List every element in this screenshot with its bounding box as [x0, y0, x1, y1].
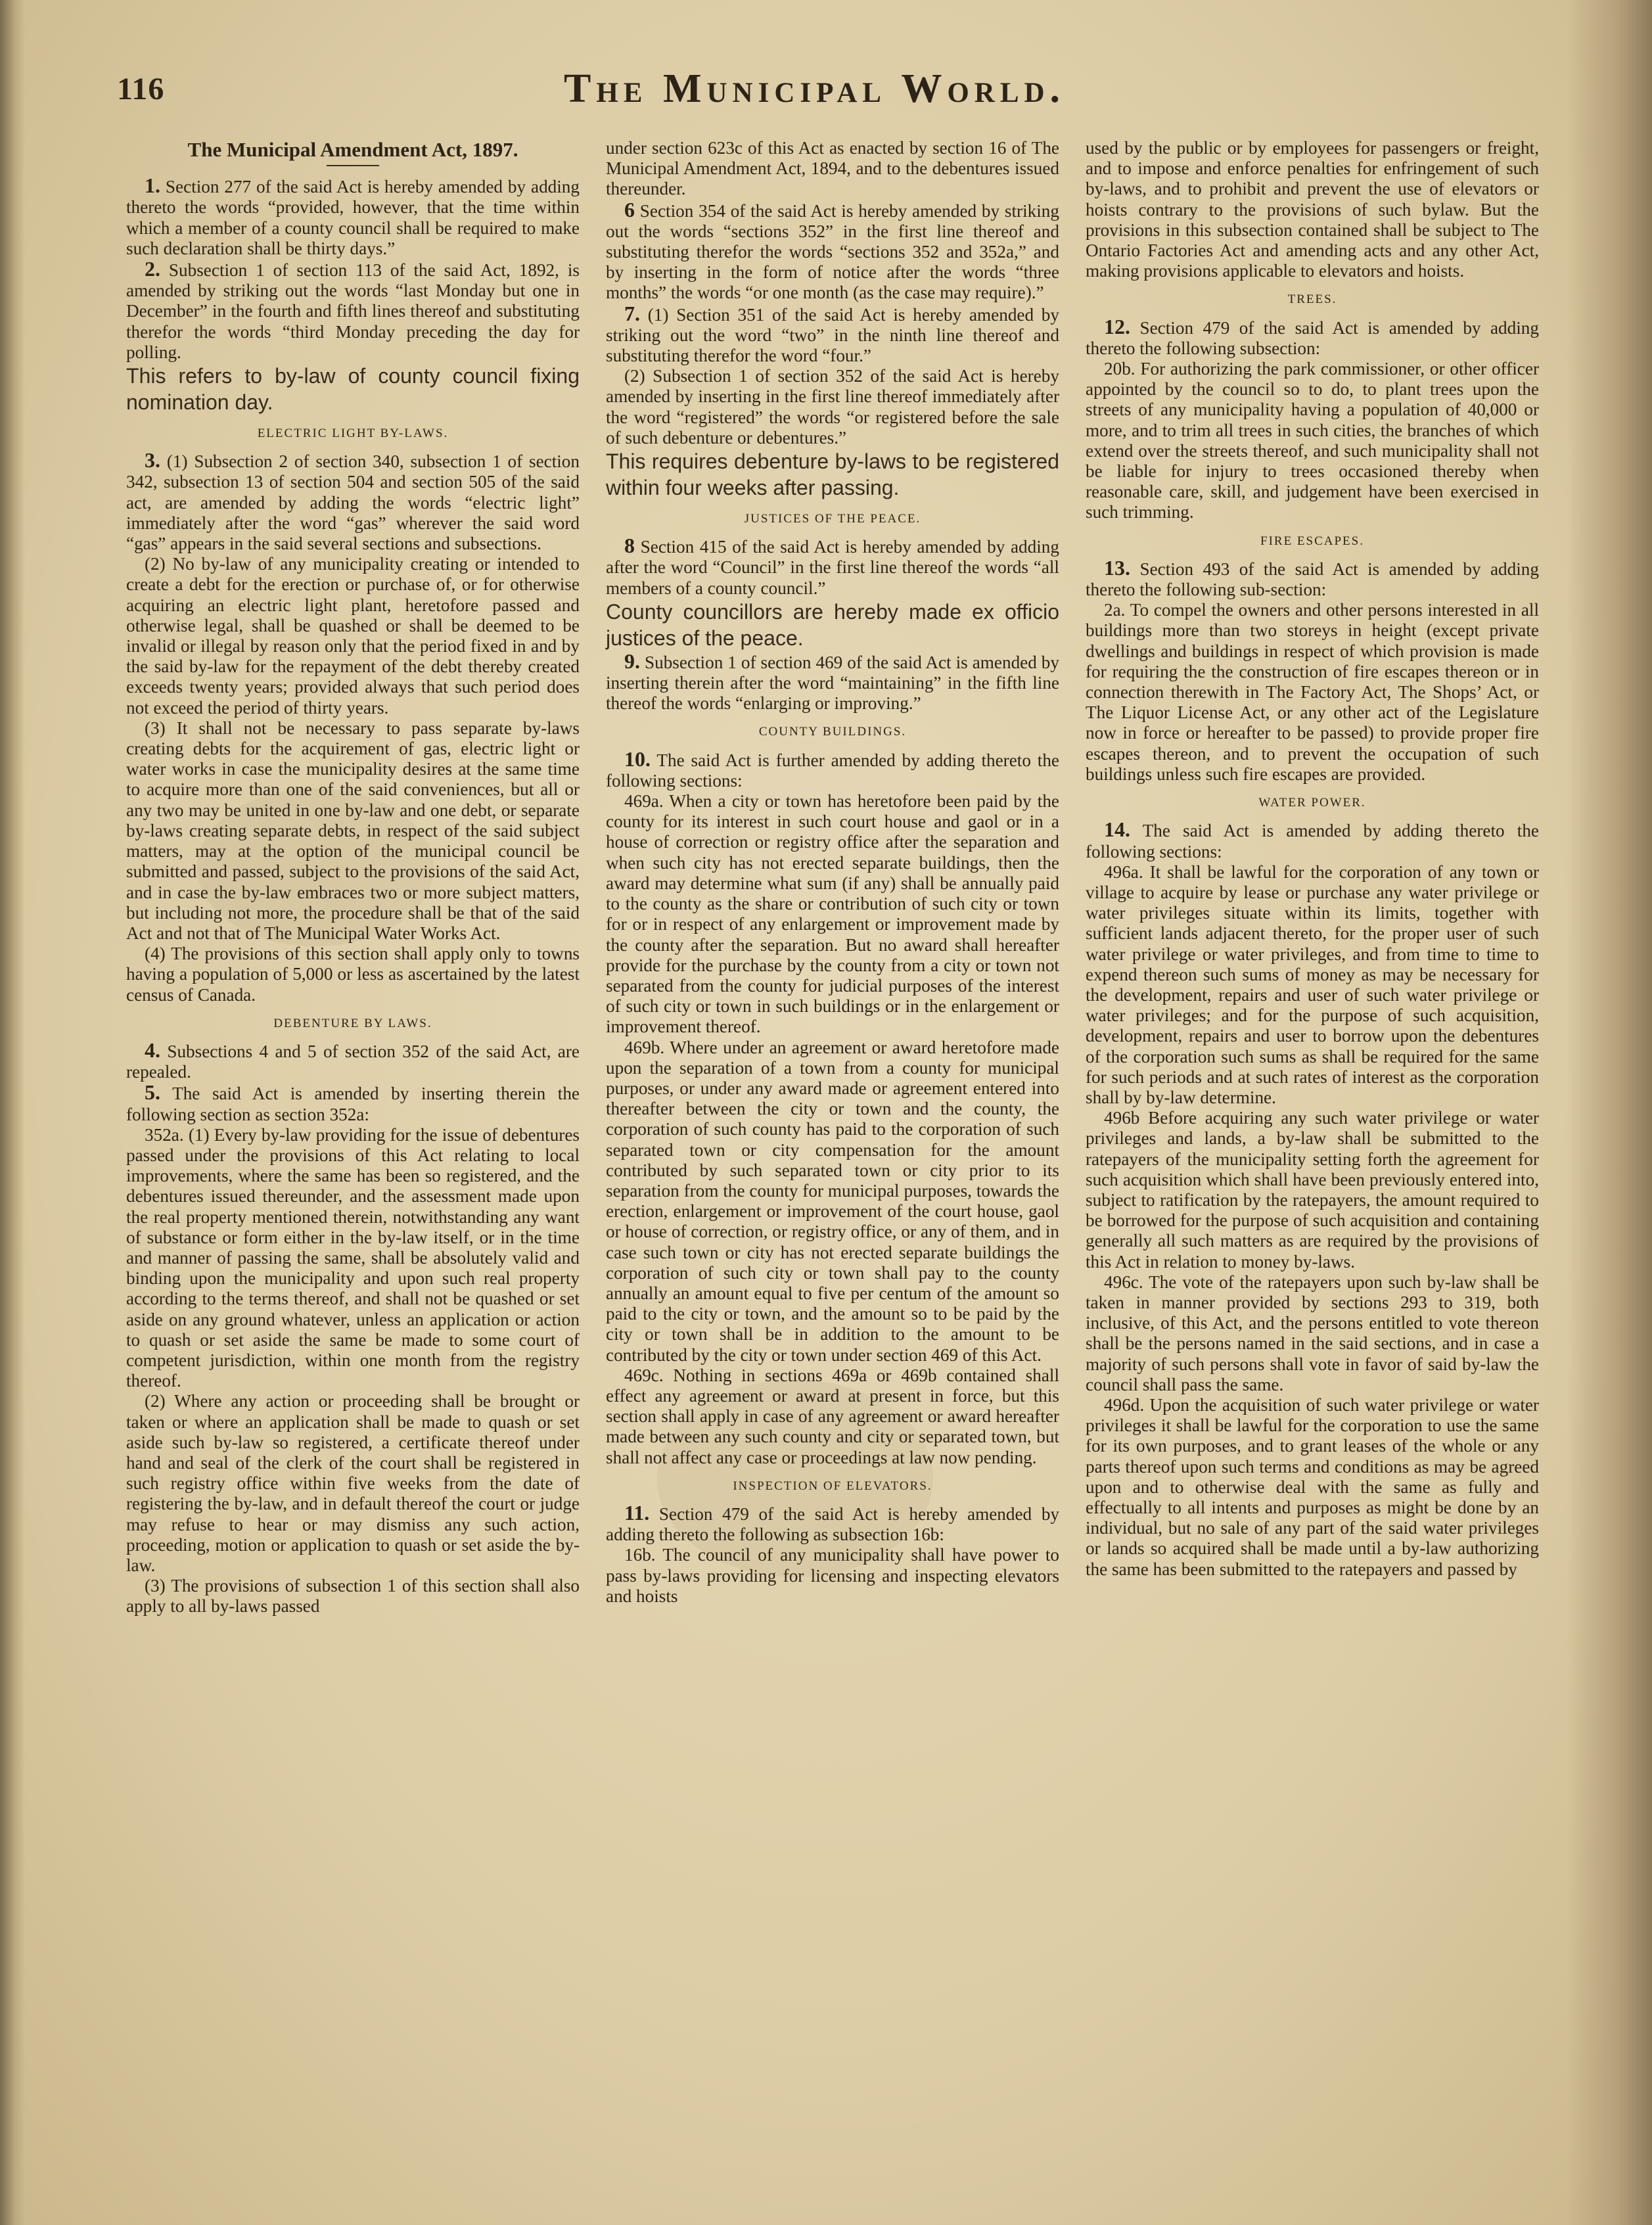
- title-rule: [327, 165, 379, 166]
- section-14: [1086, 819, 1539, 861]
- section-4: [126, 1040, 580, 1082]
- section-number: 2.: [145, 257, 160, 281]
- section-9: [606, 651, 1059, 714]
- section-heading: WATER POWER.: [1258, 796, 1366, 810]
- editorial-note: County councillors are hereby made ex officio justices of the peace.: [606, 599, 1059, 650]
- section-number: 3.: [145, 448, 160, 472]
- subsection: (2) Where any action or proceeding shall be brought or taken or where an application shall be made to quash or set aside such by-law so registered, a certificate thereof under hand and seal of the clerk of the court shall be registered in such registry office within five weeks from the date of registering the by-law, and in default thereof the court or judge may refuse to hear or may dismiss any such action, proceeding, motion or application to quash or set aside the by-law.: [126, 1391, 580, 1575]
- section-6: [606, 197, 1059, 304]
- section-heading: JUSTICES OF THE PEACE.: [744, 512, 921, 526]
- column-1: [126, 138, 580, 1617]
- section-number: 12.: [1104, 314, 1130, 338]
- section-text: (1) Subsection 2 of section 340, subsection 1 of section 342, subsection 13 of section 504 and section 505 of the said act, are amended by adding the words “electric light” immediately after the word “gas” wherever the said word “gas” appears in the said several sections and subsections.: [126, 451, 580, 554]
- section-text: Subsection 1 of section 113 of the said Act, 1892, is amended by striking out the words “last Monday but one in December” in the fourth and fifth lines thereof and substituting therefor the words “third Monday preceding the day for polling.: [126, 260, 580, 362]
- section-number: 4.: [145, 1038, 160, 1062]
- section-heading: ELECTRIC LIGHT BY-LAWS.: [257, 426, 449, 441]
- section-number: 14.: [1104, 817, 1130, 842]
- subsection: 496d. Upon the acquisition of such water privilege or water privileges it shall be lawful for the corporation to use the same for its own purposes, and to grant leases of the whole or any parts thereof upon such terms and conditions as may be agreed upon and to otherwise deal with the same as fully and effectually to all intents and purposes as might be done by an individual, but no sale of any part of the said water privileges or lands so acquired shall be made until a by-law authorizing the same has been submitted to the ratepayers and passed by: [1086, 1394, 1539, 1579]
- section-number: 8: [624, 534, 635, 558]
- subsection: 469b. Where under an agreement or award heretofore made upon the separation of a town from a county for municipal purposes, or under any award made or agreement entered into thereafter between the city or town and the county, the corporation of such county has paid to the corporation of such separated town or city compensation for the amount contributed by such separated town or city prior to its separation from the county for municipal purposes, towards the erection, enlargement or improvement of the court house, gaol or house of correction, or registry office, or any of them, and in case such town or city has not erected separate buildings the corporation of such city or town shall pay to the county annually an amount equal to five per centum of the amount so paid to the city or town, and the amount so to be paid by the city or town shall be in addition to the amount to be contributed by the city or town under section 469 of this Act.: [606, 1037, 1059, 1365]
- page-edge-left: [0, 0, 25, 2225]
- section-heading: COUNTY BUILDINGS.: [758, 725, 907, 739]
- editorial-note: This refers to by-law of county council fixing nomination day.: [126, 364, 580, 415]
- section-number: 1.: [145, 173, 160, 198]
- section-heading: DEBENTURE BY LAWS.: [273, 1016, 432, 1030]
- column-3: [1086, 138, 1539, 1580]
- section-heading: FIRE ESCAPES.: [1260, 534, 1364, 548]
- section-3: [126, 450, 580, 554]
- section-7: [606, 301, 1059, 367]
- page-number: 116: [117, 72, 165, 106]
- subsection: 496a. It shall be lawful for the corporation of any town or village to acquire by lease or purchase any water privilege or water privileges situate within its limits, together with sufficient lands adjacent thereto, for the proper user of such water privilege or water privileges, and from time to time to expend thereon such sums of money as may be necessary for the development, repairs and user of such water privilege or water privileges; and for the purpose of such acquisition, development, repairs and user to borrow upon the debentures of the corporation such sums as shall be required for the same for such periods and at such rates of interest as the corporation shall by by-law determine.: [1086, 861, 1539, 1107]
- section-1: [126, 175, 580, 259]
- section-text: (1) Section 351 of the said Act is hereby amended by striking out the word “two” in the ninth line thereof and substituting therefor the word “four.”: [606, 304, 1059, 366]
- section-text: Section 479 of the said Act is hereby amended by adding thereto the following as subsection 16b:: [606, 1503, 1060, 1545]
- section-text: Section 493 of the said Act is amended by adding thereto the following sub-section:: [1086, 559, 1539, 600]
- subsection: 469a. When a city or town has heretofore been paid by the county for its interest in such court house and gaol or in a house of correction or registry office after the separation and when such city has not erected separate buildings, then the award may determine what sum (if any) shall be annually paid to the county as the share or contribution of such city or town for or in respect of any enlargement or improvement made by the county after the separation. But no award shall hereafter provide for the purchase by the county from a city or town not separated from the county for judicial purposes of the interest of such city or town in such buildings or in the enlargement or improvement thereof.: [606, 791, 1059, 1037]
- section-12: [1086, 314, 1539, 359]
- section-heading: INSPECTION OF ELEVATORS.: [733, 1479, 932, 1493]
- section-text: The said Act is amended by adding thereto the following sections:: [1086, 821, 1539, 861]
- section-number: 9.: [624, 649, 640, 673]
- subsection: 469c. Nothing in sections 469a or 469b contained shall effect any agreement or award at present in force, but this section shall apply in case of any agreement or award hereafter made between any such county and city or separated town, but shall not affect any case or proceedings at law now pending.: [606, 1365, 1059, 1467]
- continued-text: used by the public or by employees for passengers or freight, and to impose and enforce penalties for enfringement of such by-laws, and to prohibit and prevent the use of elevators or hoists contrary to the provisions of such bylaw. But the provisions in this subsection contained shall be subject to The Ontario Factories Act and amending acts and any other Act, making provisions applicable to elevators and hoists.: [1086, 138, 1539, 281]
- subsection: 496b Before acquiring any such water privilege or water privileges and lands, a by-law shall be submitted to the ratepayers of the municipality setting forth the agreement for such acquisition which shall have been previously entered into, subject to ratification by the ratepayers, the amount required to be borrowed for the purpose of such acquisition and containing generally all such matters as are required by the provisions of this Act in relation to money by-laws.: [1086, 1108, 1539, 1272]
- section-number: 11.: [624, 1500, 650, 1525]
- running-title: The Municipal World.: [564, 66, 1066, 111]
- section-text: Section 479 of the said Act is amended by adding thereto the following subsection:: [1086, 317, 1539, 358]
- subsection: 2a. To compel the owners and other persons interested in all buildings more than two storeys in height (except private dwellings and buildings in respect of which provision is made for requiring the the construction of fire escapes thereon or in connection therewith in The Factory Act, The Shops’ Act, or The Liquor License Act, or any other act of the Legislature now in force or hereafter to be passed) to provide proper fire escapes thereon, and to prevent the occupation of such buildings unless such fire escapes are provided.: [1086, 600, 1539, 784]
- section-11: [606, 1500, 1060, 1545]
- section-8: [606, 536, 1059, 599]
- section-text: The said Act is further amended by adding thereto the following sections:: [606, 750, 1059, 791]
- section-heading: TREES.: [1287, 292, 1337, 307]
- subsection: (3) It shall not be necessary to pass separate by-laws creating debts for the acquirement of gas, electric light or water works in case the municipality desires at the same time to acquire more than one of the said conveniences, but all or any two may be united in one by-law and one debt, or separate by-laws creating separate debts, in respect of the said subject matters, may at the option of the municipal council be submitted and passed, subject to the provisions of the said Act, and in case the by-law embraces two or more subject matters, but including not more, the procedure shall be that of the said Act and not that of The Municipal Water Works Act.: [126, 718, 580, 943]
- page-edge-right: [1567, 0, 1652, 2225]
- subsection: (2) Subsection 1 of section 352 of the said Act is hereby amended by inserting in the first line thereof immediately after the word “registered” the words “or registered before the sale of such debenture or debentures.”: [606, 366, 1059, 447]
- section-2: [126, 259, 580, 363]
- section-text: Section 277 of the said Act is hereby amended by adding thereto the words “provided, however, that the time within which a member of a county council shall be required to make such declaration shall be thirty days.”: [126, 177, 580, 258]
- section-text: Subsection 1 of section 469 of the said Act is amended by inserting therein after the word “maintaining” in the fifth line thereof the words “enlarging or improving.”: [606, 652, 1059, 714]
- section-text: Section 354 of the said Act is hereby amended by striking out the words “sections 352” in the first line thereof and substituting therefor the words “sections 352 and 352a,” and by inserting in the form of notice after the words “three months” the words “or one month (as the case may require).”: [606, 200, 1059, 303]
- section-text: Section 415 of the said Act is hereby amended by adding after the word “Council” in the first line thereof the words “all members of a county council.”: [606, 537, 1059, 598]
- section-number: 7.: [624, 301, 640, 325]
- section-text: Subsections 4 and 5 of section 352 of the said Act, are repealed.: [126, 1041, 580, 1082]
- subsection: (2) No by-law of any municipality creating or intended to create a debt for the erection or purchase of, or for otherwise acquiring an electric light plant, heretofore passed and otherwise legal, shall be quashed or shall be deemed to be invalid or illegal by reason only that the period fixed in and by the said by-law for the repayment of the debt thereby created exceeds twenty years; provided always that such period does not exceed the period of thirty years.: [126, 554, 580, 718]
- subsection: (4) The provisions of this section shall apply only to towns having a population of 5,000 or less as ascertained by the latest census of Canada.: [126, 944, 580, 1005]
- section-number: 13.: [1104, 555, 1130, 580]
- column-2: [606, 138, 1059, 1607]
- section-5: [126, 1082, 580, 1124]
- subsection: 496c. The vote of the ratepayers upon such by-law shall be taken in manner provided by sections 293 to 319, both inclusive, of this Act, and the persons entitled to vote thereon shall be the persons named in the said sections, and in case a majority of such persons shall vote in favor of said by-law the council shall pass the same.: [1086, 1272, 1539, 1394]
- section-number: 6: [624, 197, 635, 221]
- section-number: 5.: [145, 1080, 160, 1105]
- section-number: 10.: [624, 746, 651, 771]
- subsection: 20b. For authorizing the park commissioner, or other officer appointed by the council so to do, to plant trees upon the streets of any municipality having a population of 40,000 or more, and to trim all trees in such cities, the branches of which extend over the streets thereof, and such municipality shall not be liable for injury to trees occasioned thereby when reasonable care, skill, and judgement have been exercised in such trimming.: [1086, 359, 1539, 522]
- section-10: [606, 746, 1059, 791]
- subsection: 16b. The council of any municipality shall have power to pass by-laws providing for licensing and inspecting elevators and hoists: [606, 1545, 1059, 1606]
- article-title: The Municipal Amendment Act, 1897.: [187, 138, 518, 161]
- continued-text: under section 623c of this Act as enacted by section 16 of The Municipal Amendment Act, 1894, and to the debentures issued thereunder.: [606, 138, 1059, 199]
- section-text: The said Act is amended by inserting therein the following section as section 352a:: [126, 1084, 580, 1124]
- section-13: [1086, 555, 1539, 600]
- subsection: (3) The provisions of subsection 1 of this section shall also apply to all by-laws passed: [126, 1576, 580, 1617]
- editorial-note: This requires debenture by-laws to be registered within four weeks after passing.: [606, 449, 1059, 500]
- page-header: [117, 66, 1563, 118]
- subsection: 352a. (1) Every by-law providing for the issue of debentures passed under the provisions of this Act relating to local improvements, where the same has been so registered, and the debentures issued thereunder, and the assessment made upon the real property mentioned therein, notwithstanding any want of substance or form either in the by-law itself, or in the time and manner of passing the same, shall be absolutely valid and binding upon the municipality and upon such real property according to the terms thereof, and shall not be quashed or set aside on any ground whatever, unless an application or action to quash or set aside the same be made to some court of competent jurisdiction, within one month from the registry thereof.: [126, 1124, 580, 1391]
